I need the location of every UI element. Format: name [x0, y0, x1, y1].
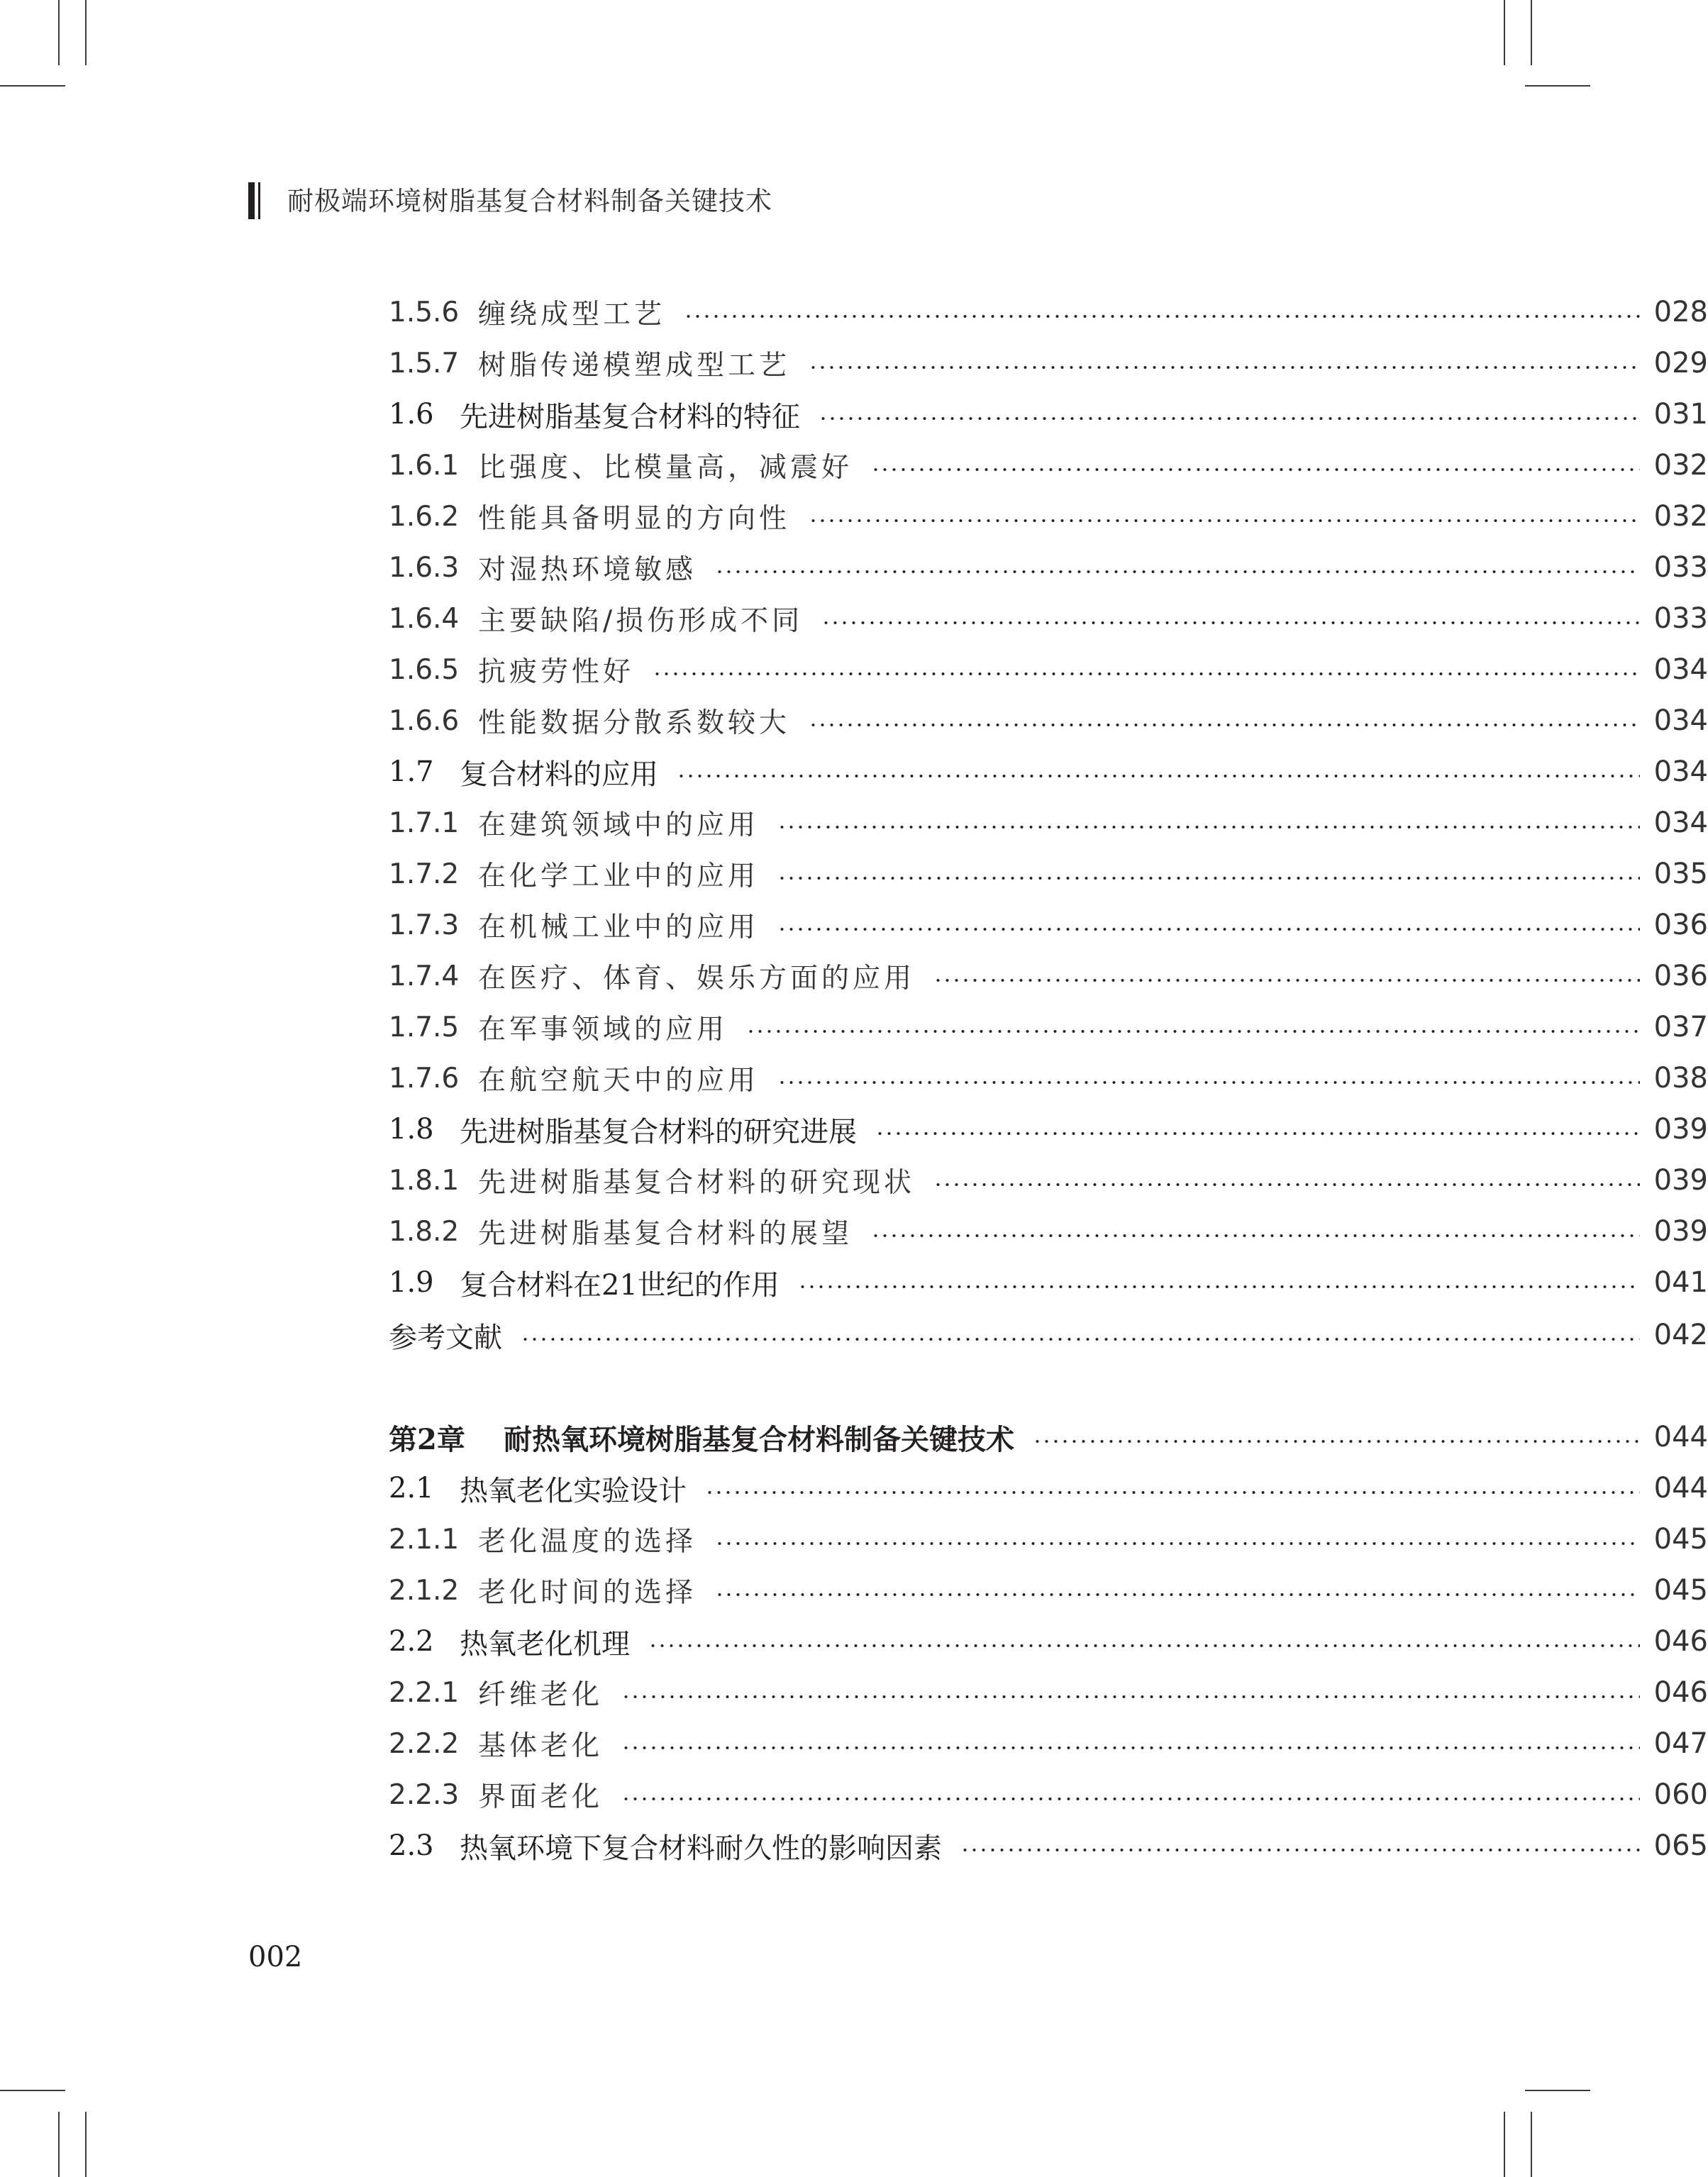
dot-leader — [648, 1642, 1640, 1649]
section-number: 1.7.6 — [389, 1062, 460, 1095]
section-title: 先进树脂基复合材料的研究进展 — [460, 1115, 857, 1148]
page-ref: 031 — [1653, 398, 1708, 431]
chapter-title: 耐热氧环境树脂基复合材料制备关键技术 — [504, 1422, 1014, 1456]
dot-leader — [821, 619, 1640, 626]
section-title: 性能具备明显的方向性 — [478, 503, 791, 535]
page-ref: 029 — [1653, 347, 1708, 380]
toc-entry[interactable] — [389, 1569, 1708, 1612]
section-title: 复合材料的应用 — [460, 758, 658, 791]
section-title: 在军事领域的应用 — [478, 1014, 728, 1046]
toc-entry[interactable] — [389, 1159, 1708, 1202]
toc-entry[interactable] — [389, 802, 1708, 844]
dot-leader — [746, 1028, 1640, 1035]
toc-entry[interactable] — [389, 1210, 1708, 1253]
dot-leader — [777, 1079, 1640, 1086]
section-title: 抗疲劳性好 — [478, 656, 635, 688]
toc-entry[interactable] — [389, 291, 1708, 333]
toc-entry[interactable] — [389, 1722, 1708, 1765]
page-number: 002 — [248, 1941, 303, 1973]
section-title: 热氧老化机理 — [460, 1627, 630, 1661]
dot-leader — [809, 364, 1640, 371]
dot-leader — [677, 772, 1640, 780]
dot-leader — [777, 824, 1640, 831]
section-title: 树脂传递模塑成型工艺 — [478, 350, 791, 382]
toc-entry[interactable] — [389, 1773, 1708, 1816]
dot-leader — [715, 1591, 1640, 1598]
page-ref: 034 — [1653, 755, 1708, 788]
dot-leader — [871, 466, 1640, 473]
page-ref: 038 — [1653, 1062, 1708, 1095]
page-ref: 028 — [1653, 296, 1708, 328]
section-title: 基体老化 — [478, 1730, 604, 1762]
section-title: 热氧老化实验设计 — [460, 1474, 687, 1507]
section-number: 2.2.3 — [389, 1778, 460, 1811]
section-number: 1.5.6 — [389, 296, 460, 328]
page-ref: 037 — [1653, 1011, 1708, 1043]
section-number: 2.2 — [389, 1625, 434, 1658]
dot-leader — [777, 926, 1640, 933]
section-number: 1.8.1 — [389, 1164, 460, 1197]
section-number: 2.1.2 — [389, 1574, 460, 1607]
section-number: 1.7.4 — [389, 960, 460, 992]
toc-entry[interactable] — [389, 1467, 1708, 1510]
page-ref: 034 — [1653, 807, 1708, 839]
page-ref: 039 — [1653, 1215, 1708, 1248]
page-ref: 033 — [1653, 602, 1708, 635]
dot-leader — [521, 1336, 1640, 1343]
section-number: 2.2.2 — [389, 1727, 460, 1760]
section-title: 先进树脂基复合材料的特征 — [460, 400, 800, 433]
page-ref: 065 — [1653, 1829, 1708, 1862]
section-number: 1.7 — [389, 755, 434, 788]
dot-leader — [715, 568, 1640, 575]
section-title: 主要缺陷/损伤形成不同 — [478, 605, 804, 637]
page-ref: 044 — [1653, 1421, 1708, 1453]
toc-entry[interactable] — [389, 597, 1708, 640]
dot-leader — [798, 1283, 1640, 1290]
toc-entry[interactable] — [389, 342, 1708, 384]
toc-entry[interactable] — [389, 904, 1708, 946]
chapter-number: 第2章 — [389, 1422, 465, 1456]
section-number: 1.6.6 — [389, 704, 460, 737]
crop-mark — [1525, 2090, 1590, 2091]
section-title: 老化温度的选择 — [478, 1526, 697, 1558]
section-number: 2.1 — [389, 1472, 434, 1505]
section-number: 1.9 — [389, 1266, 434, 1299]
section-number: 1.7.1 — [389, 807, 460, 839]
page-ref: 032 — [1653, 449, 1708, 482]
section-title: 在医疗、体育、娱乐方面的应用 — [478, 963, 916, 995]
section-title: 先进树脂基复合材料的展望 — [478, 1218, 853, 1250]
section-title: 复合材料在21世纪的作用 — [460, 1268, 780, 1302]
section-number: 1.5.7 — [389, 347, 460, 380]
section-number: 1.6 — [389, 398, 434, 431]
page-ref: 036 — [1653, 960, 1708, 992]
toc-entry-references[interactable] — [389, 1314, 1708, 1356]
page-ref: 045 — [1653, 1574, 1708, 1607]
page-ref: 033 — [1653, 551, 1708, 584]
page-ref: 047 — [1653, 1727, 1708, 1760]
crop-mark — [85, 2112, 87, 2177]
page-ref: 041 — [1653, 1266, 1708, 1299]
section-title: 对湿热环境敏感 — [478, 554, 697, 586]
section-number: 1.6.4 — [389, 602, 460, 635]
section-title: 老化时间的选择 — [478, 1577, 697, 1609]
section-number: 2.1.1 — [389, 1523, 460, 1556]
dot-leader — [933, 977, 1640, 984]
toc-entry[interactable] — [389, 1824, 1708, 1867]
section-title: 缠绕成型工艺 — [478, 299, 666, 331]
toc-entry[interactable] — [389, 1057, 1708, 1099]
section-title: 热氧环境下复合材料耐久性的影响因素 — [460, 1832, 942, 1865]
section-number: 1.6.2 — [389, 500, 460, 533]
crop-mark — [58, 2112, 60, 2177]
page-ref: 034 — [1653, 704, 1708, 737]
toc-entry[interactable] — [389, 955, 1708, 997]
dot-leader — [777, 875, 1640, 882]
running-header-title: 耐极端环境树脂基复合材料制备关键技术 — [287, 186, 772, 216]
toc-entry[interactable] — [389, 1671, 1708, 1714]
toc-entry[interactable] — [389, 1261, 1708, 1304]
crop-mark — [1531, 2112, 1532, 2177]
dot-leader — [933, 1181, 1640, 1188]
page-ref: 046 — [1653, 1676, 1708, 1709]
section-title: 在化学工业中的应用 — [478, 860, 760, 892]
dot-leader — [705, 1489, 1640, 1496]
page-ref: 035 — [1653, 858, 1708, 890]
dot-leader — [621, 1795, 1640, 1802]
page-ref: 036 — [1653, 909, 1708, 941]
toc-entry[interactable] — [389, 393, 1708, 436]
section-number: 1.6.1 — [389, 449, 460, 482]
toc-chapter-entry[interactable] — [389, 1416, 1708, 1458]
page-ref: 034 — [1653, 653, 1708, 686]
section-title: 先进树脂基复合材料的研究现状 — [478, 1167, 916, 1199]
section-number: 1.7.3 — [389, 909, 460, 941]
page-ref: 060 — [1653, 1778, 1708, 1811]
section-number: 2.2.1 — [389, 1676, 460, 1709]
toc-entry[interactable] — [389, 1518, 1708, 1561]
page-ref: 039 — [1653, 1113, 1708, 1146]
section-title: 在航空航天中的应用 — [478, 1065, 760, 1097]
section-title: 参考文献 — [389, 1321, 502, 1354]
section-number: 1.6.5 — [389, 653, 460, 686]
toc-entry[interactable] — [389, 546, 1708, 589]
toc-entry[interactable] — [389, 444, 1708, 487]
page-ref: 042 — [1653, 1319, 1708, 1351]
dot-leader — [871, 1232, 1640, 1239]
page-ref: 039 — [1653, 1164, 1708, 1197]
toc-entry[interactable] — [389, 1620, 1708, 1663]
section-title: 比强度、比模量高，减震好 — [478, 452, 853, 484]
dot-leader — [875, 1130, 1640, 1137]
section-title: 在建筑领域中的应用 — [478, 809, 760, 841]
toc-entry[interactable] — [389, 495, 1708, 538]
section-title: 纤维老化 — [478, 1679, 604, 1711]
section-number: 1.8.2 — [389, 1215, 460, 1248]
page-ref: 044 — [1653, 1472, 1708, 1505]
section-number: 1.6.3 — [389, 551, 460, 584]
section-number: 1.7.2 — [389, 858, 460, 890]
section-number: 1.8 — [389, 1113, 434, 1146]
page-ref: 032 — [1653, 500, 1708, 533]
dot-leader — [621, 1693, 1640, 1700]
page-ref: 046 — [1653, 1625, 1708, 1658]
crop-mark — [0, 2090, 65, 2091]
toc-entry[interactable] — [389, 1006, 1708, 1048]
dot-leader — [653, 670, 1640, 677]
dot-leader — [809, 721, 1640, 729]
toc-entry[interactable] — [389, 699, 1708, 742]
section-title: 界面老化 — [478, 1781, 604, 1813]
section-title: 在机械工业中的应用 — [478, 912, 760, 943]
dot-leader — [1033, 1438, 1640, 1445]
dot-leader — [621, 1744, 1640, 1751]
toc-entry[interactable] — [389, 853, 1708, 895]
dot-leader — [819, 415, 1640, 422]
section-number: 2.3 — [389, 1829, 434, 1862]
section-number: 1.7.5 — [389, 1011, 460, 1043]
dot-leader — [809, 517, 1640, 524]
crop-mark — [1504, 2112, 1505, 2177]
toc-entry[interactable] — [389, 648, 1708, 691]
dot-leader — [960, 1846, 1640, 1854]
page-ref: 045 — [1653, 1523, 1708, 1556]
dot-leader — [684, 313, 1640, 320]
toc-entry[interactable] — [389, 1108, 1708, 1151]
toc-entry[interactable] — [389, 750, 1708, 793]
section-title: 性能数据分散系数较大 — [478, 707, 791, 739]
dot-leader — [715, 1540, 1640, 1547]
